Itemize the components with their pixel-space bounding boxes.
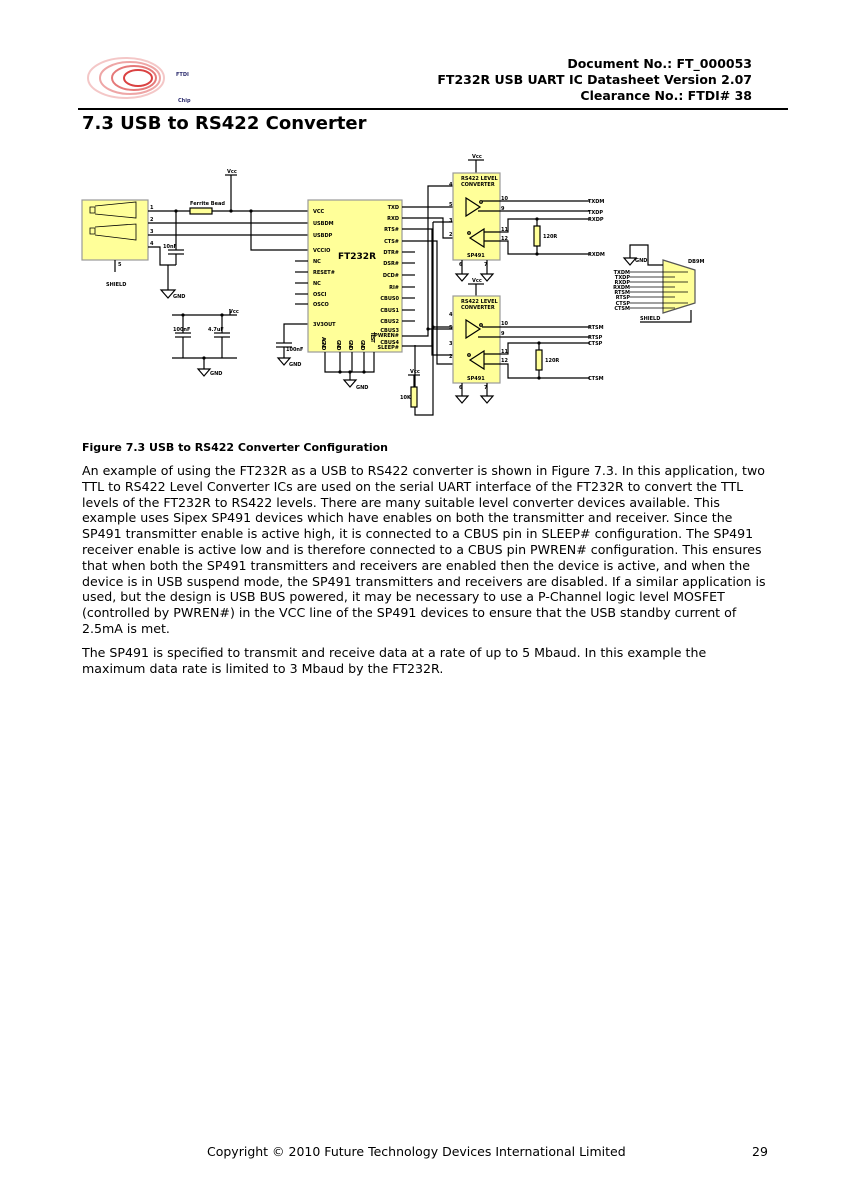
schematic-label: 12 — [501, 236, 508, 242]
cap-label: 100nF — [173, 327, 191, 333]
schematic-label: Chip — [178, 98, 191, 104]
cap-label: 4.7uF — [208, 327, 224, 333]
schematic-label: CBUS3 — [380, 328, 399, 334]
converter-title: RS422 LEVEL — [461, 299, 498, 305]
schematic-label: TXDM — [613, 270, 630, 276]
schematic-label: 11 — [501, 227, 508, 233]
signal-label: RXDM — [588, 252, 605, 258]
schematic-label: 3V3OUT — [313, 322, 336, 328]
paragraph: An example of using the FT232R as a USB to RS422 converter is shown in Figure 7.3. In this application, two TTL to RS422 Level Converter ICs are used on the serial UART interface of the FT232R to convert the TTL levels of the FT232R to RS422 levels. There are many suitable level converter devices available. This example uses Sipex SP491 devices which have enables on both the transmitter and receiver. Since the SP491 transmitter enable is active high, it is connected to a CBUS pin in SLEEP# configuration. The SP491 receiver enable is active low and is therefore connected to a CBUS pin PWREN# configuration. This ensures that when both the SP491 transmitters and receivers are enabled then the device is active, and when the device is in USB suspend mode, the SP491 transmitters and receivers are disabled. If a similar application is used, but the design is USB BUS powered, it may be necessary to use a P-Channel logic level MOSFET (controlled by PWREN#) in the VCC line of the SP491 devices to ensure that the USB standby current of 2.5mA is met. — [82, 463, 766, 636]
schematic-label: OSCI — [313, 292, 327, 298]
schematic-label: 4 — [449, 182, 453, 188]
schematic-label: RTS# — [384, 227, 399, 233]
schematic-label: SLEEP# — [377, 345, 399, 351]
vcc-label: Vcc — [227, 169, 237, 175]
schematic-label: 12 — [501, 358, 508, 364]
shield-label: SHIELD — [640, 316, 661, 322]
schematic-label: 9 — [501, 331, 505, 337]
schematic-label: 7 — [484, 262, 488, 268]
schematic-label: PWREN# — [374, 333, 399, 339]
schematic-label: 2 — [449, 232, 453, 238]
schematic-label: RXD — [387, 216, 399, 222]
document-header — [437, 56, 752, 104]
gnd-label: GND — [289, 362, 302, 368]
schematic-label: 9 — [501, 206, 505, 212]
vcc-label: Vcc — [472, 278, 482, 284]
converter-title: RS422 LEVEL — [461, 176, 498, 182]
schematic-label: NC — [313, 281, 321, 287]
gnd-label: GND — [210, 371, 223, 377]
schematic-label: VCCIO — [313, 248, 331, 254]
pin-label: 4 — [150, 241, 154, 247]
chip-label: FT232R — [338, 252, 377, 262]
schematic-label: 3 — [449, 218, 453, 224]
header-divider — [78, 108, 788, 110]
schematic-label: RTSM — [614, 290, 630, 296]
resistor-label: 120R — [545, 358, 560, 364]
schematic-label: CTSM — [614, 306, 630, 312]
vcc-label: Vcc — [410, 369, 420, 375]
signal-label: RTSM — [588, 325, 604, 331]
schematic-label: AGND — [320, 337, 326, 350]
ftdi-chip-logo — [78, 48, 248, 108]
paragraph: The SP491 is specified to transmit and receive data at a rate of up to 5 Mbaud. In this example the maximum data rate is limited to 3 Mbaud by the FT232R. — [82, 644, 707, 676]
schematic-label: TXD — [387, 205, 399, 211]
datasheet-title: FT232R USB UART IC Datasheet Version 2.07 — [437, 72, 752, 87]
schematic-label: CBUS4 — [380, 340, 399, 346]
pin-label: 1 — [150, 205, 154, 211]
schematic-label: USBDM — [313, 221, 334, 227]
schematic-label: FTDI — [176, 72, 189, 78]
pin-label: 5 — [118, 262, 122, 268]
signal-label: CTSM — [588, 376, 604, 382]
schematic-label: GND — [335, 340, 341, 350]
shield-label: SHIELD — [106, 282, 127, 288]
resistor-label: 10K — [400, 395, 411, 401]
signal-label: RTSP — [588, 335, 603, 341]
schematic-label: DSR# — [383, 261, 399, 267]
section-title: 7.3 USB to RS422 Converter — [82, 113, 367, 134]
converter-title: CONVERTER — [461, 305, 495, 311]
converter-title: CONVERTER — [461, 182, 495, 188]
schematic-label: 6 — [459, 262, 463, 268]
pin-label: 2 — [150, 217, 154, 223]
signal-label: TXDM — [588, 199, 605, 205]
signal-label: CTSP — [588, 341, 603, 347]
schematic-label: VCC — [313, 209, 325, 215]
schematic-label: CBUS0 — [380, 296, 399, 302]
figure-caption: Figure 7.3 USB to RS422 Converter Configuration — [82, 441, 388, 454]
schematic-label: DCD# — [382, 273, 399, 279]
cap-label: 10nF — [163, 244, 177, 250]
resistor-label: 120R — [543, 234, 558, 240]
document-number: Document No.: FT_000053 — [567, 56, 752, 71]
page-number: 29 — [752, 1144, 768, 1159]
schematic-label: 3 — [449, 341, 453, 347]
schematic-label: CBUS2 — [380, 319, 399, 325]
clearance-number: Clearance No.: FTDI# 38 — [580, 88, 752, 103]
schematic-label: 5 — [449, 325, 453, 331]
schematic-diagram — [70, 150, 750, 420]
schematic-label: CBUS1 — [380, 308, 399, 314]
schematic-label: 6 — [459, 385, 463, 391]
signal-label: TXDP — [588, 210, 604, 216]
sp491-label: SP491 — [467, 253, 485, 259]
schematic-label: 7 — [484, 385, 488, 391]
schematic-label: RXDM — [613, 285, 630, 291]
body-text — [82, 463, 772, 684]
schematic-label: 10 — [501, 196, 508, 202]
schematic-label: TEST — [369, 332, 375, 342]
schematic-label: RTSP — [615, 295, 630, 301]
db9-pin-labels — [613, 270, 630, 312]
schematic-label: 11 — [501, 349, 508, 355]
schematic-label: OSCO — [313, 302, 329, 308]
pin-label: 3 — [150, 229, 154, 235]
gnd-label: GND — [356, 385, 369, 391]
vcc-label: Vcc — [229, 309, 239, 315]
schematic-label: 10 — [501, 321, 508, 327]
schematic-label: NC — [313, 259, 321, 265]
schematic-label: GND — [347, 340, 353, 350]
vcc-label: Vcc — [472, 154, 482, 160]
cap-label: 100nF — [286, 347, 304, 353]
copyright-text: Copyright © 2010 Future Technology Devices International Limited — [207, 1144, 626, 1159]
gnd-label: GND — [635, 258, 648, 264]
sp491-label: SP491 — [467, 376, 485, 382]
schematic-label: RESET# — [313, 270, 335, 276]
schematic-label: USBDP — [313, 233, 333, 239]
schematic-label: TXDP — [614, 275, 630, 281]
schematic-label: RXDP — [614, 280, 630, 286]
schematic-label: CTSP — [615, 301, 630, 307]
schematic-label: GND — [359, 340, 365, 350]
schematic-label: RI# — [389, 285, 399, 291]
gnd-label: GND — [173, 294, 186, 300]
schematic-label: 4 — [449, 312, 453, 318]
schematic-label: 2 — [449, 354, 453, 360]
db9-label: DB9M — [688, 259, 705, 265]
schematic-label: 5 — [449, 202, 453, 208]
ferrite-bead-label: Ferrite Bead — [190, 201, 225, 207]
signal-label: RXDP — [588, 217, 604, 223]
schematic-label: CTS# — [384, 239, 399, 245]
schematic-label: DTR# — [383, 250, 399, 256]
